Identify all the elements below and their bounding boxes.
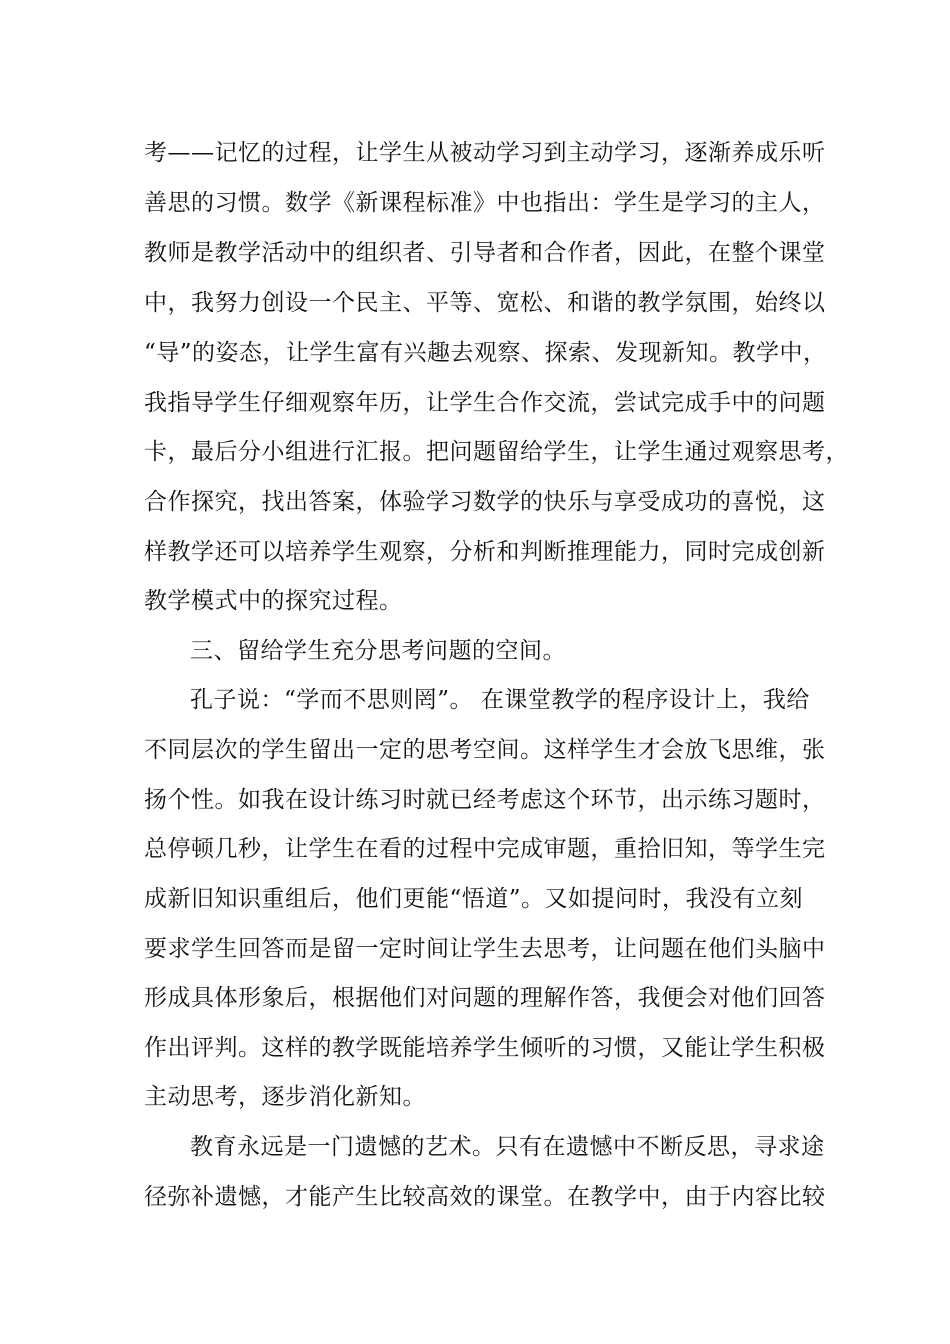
text-line: 要求学生回答而是留一定时间让学生去思考，让问题在他们头脑中 [144,936,826,962]
text-line: 成新旧知识重组后，他们更能“悟道”。又如提问时，我没有立刻 [144,886,804,912]
text-line: 样教学还可以培养学生观察，分析和判断推理能力，同时完成创新 [144,539,826,565]
text-line: 中，我努力创设一个民主、平等、宽松、和谐的教学氛围，始终以 [144,290,826,316]
text-line: 卡，最后分小组进行汇报。把问题留给学生，让学生通过观察思考， [144,439,849,465]
text-line: 总停顿几秒，让学生在看的过程中完成审题，重拾旧知，等学生完 [144,836,826,862]
text-line: 扬个性。如我在设计练习时就已经考虑这个环节，出示练习题时， [144,787,826,813]
text-line: 主动思考，逐步消化新知。 [144,1084,426,1110]
section-heading: 三、留给学生充分思考问题的空间。 [190,638,566,664]
text-line: 教师是教学活动中的组织者、引导者和合作者，因此，在整个课堂 [144,240,826,266]
text-line: “导”的姿态，让学生富有兴趣去观察、探索、发现新知。教学中， [144,340,827,366]
text-line: 径弥补遗憾，才能产生比较高效的课堂。在教学中，由于内容比较 [144,1184,826,1210]
text-line: 合作探究，找出答案，体验学习数学的快乐与享受成功的喜悦，这 [144,489,826,515]
text-line: 作出评判。这样的教学既能培养学生倾听的习惯，又能让学生积极 [144,1035,826,1061]
text-line: 形成具体形象后，根据他们对问题的理解作答，我便会对他们回答 [144,985,826,1011]
text-line: 教育永远是一门遗憾的艺术。只有在遗憾中不断反思，寻求途 [190,1134,825,1160]
text-line: 教学模式中的探究过程。 [144,588,403,614]
text-line: 考——记忆的过程，让学生从被动学习到主动学习，逐渐养成乐听 [144,140,826,166]
text-line: 孔子说：“学而不思则罔”。 在课堂教学的程序设计上，我给 [190,687,810,713]
text-line: 不同层次的学生留出一定的思考空间。这样学生才会放飞思维，张 [144,737,826,763]
text-line: 善思的习惯。数学《新课程标准》中也指出：学生是学习的主人， [144,190,826,216]
text-line: 我指导学生仔细观察年历，让学生合作交流，尝试完成手中的问题 [144,390,826,416]
